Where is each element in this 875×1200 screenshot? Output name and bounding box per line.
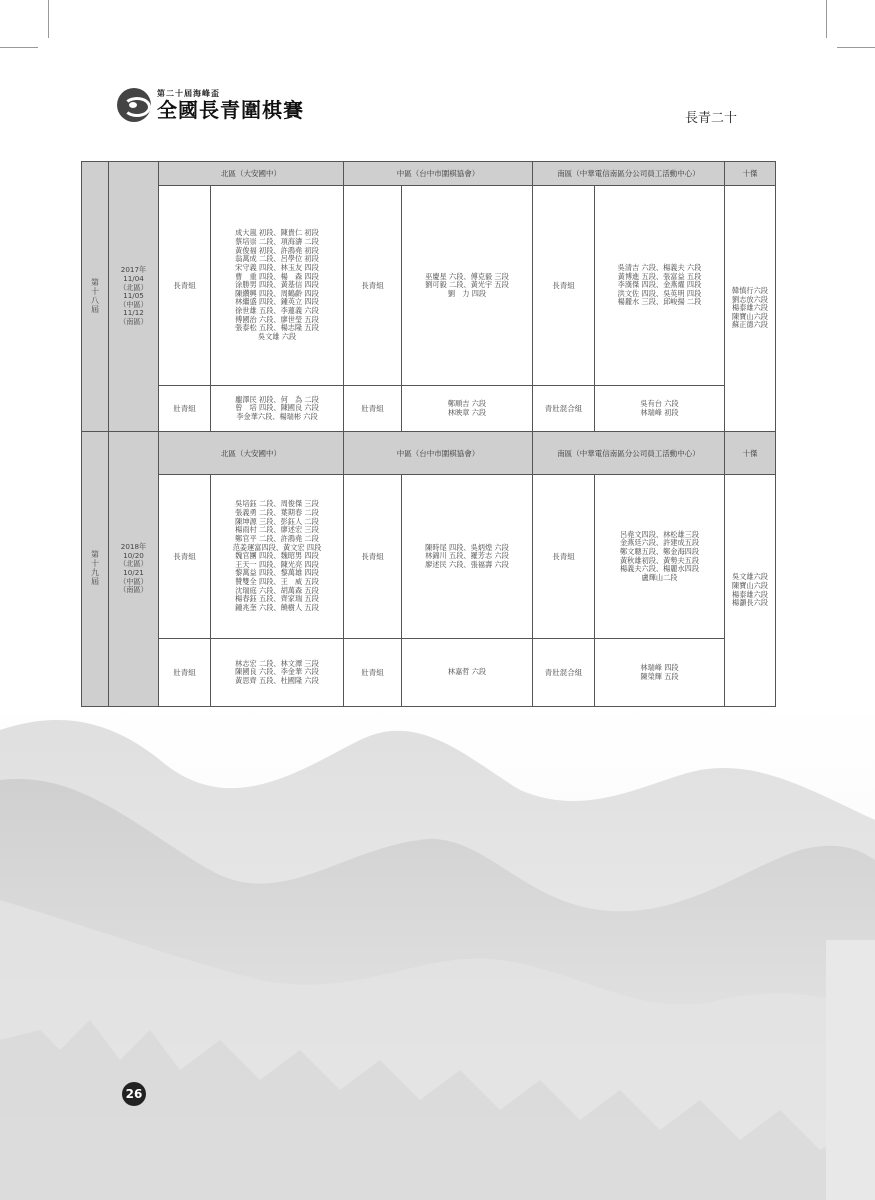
top10-cell xyxy=(725,186,776,432)
south-mixed-players: 林瑞峰 四段 陳榮輝 五段 xyxy=(640,662,679,681)
group-label: 壯青組 xyxy=(344,386,402,432)
south-senior-players: 呂堯文四段、林松雄三段 金燕廷六段、許建成五段 鄭文聰五段、鄭金海四段 黃秋雄初段、黃勢夫五段 楊義夫六段、楊麗水四段 盧輝山二段 xyxy=(619,529,700,582)
players-cell xyxy=(595,475,725,639)
page-section-label: 長青二十 xyxy=(685,111,738,126)
session-name: 第十八屆 xyxy=(90,277,100,314)
logo-title: 全國長青圍棋賽 xyxy=(157,98,304,122)
session-date-cell xyxy=(109,432,159,707)
central-senior-players: 陳時尾 四段、吳炳煌 六段 林錦川 五段、羅芳志 六段 廖述民 六段、張福壽 六段 xyxy=(425,542,509,569)
group-label: 長青組 xyxy=(159,475,211,639)
group-label: 壯青組 xyxy=(159,639,211,707)
north-region-header: 北區（大安國中） xyxy=(159,432,344,475)
mountain-background xyxy=(0,700,875,1200)
crop-mark xyxy=(826,0,827,38)
players-cell xyxy=(402,639,533,707)
group-label: 青壯混合組 xyxy=(533,386,595,432)
session-name-cell xyxy=(82,162,109,432)
south-mixed-players: 吳有台 六段 林瑞峰 初段 xyxy=(640,398,679,417)
north-region-header: 北區（大安國中） xyxy=(159,162,344,186)
central-strong-players: 鄭順吉 六段 林映章 六段 xyxy=(447,398,487,417)
top10-header: 十傑 xyxy=(725,432,776,475)
central-region-header: 中區（台中市圍棋協會） xyxy=(344,432,533,475)
central-strong-players: 林嘉哲 六段 xyxy=(447,667,487,677)
group-label: 長青組 xyxy=(344,186,402,386)
group-label: 長青組 xyxy=(533,186,595,386)
south-region-header: 南區（中華電信南區分公司員工活動中心） xyxy=(533,162,725,186)
group-label: 壯青組 xyxy=(344,639,402,707)
tournament-results-table xyxy=(81,161,776,707)
players-cell xyxy=(211,475,344,639)
south-region-header: 南區（中華電信南區分公司員工活動中心） xyxy=(533,432,725,475)
event-logo xyxy=(117,88,304,122)
crop-mark xyxy=(0,47,38,48)
players-cell xyxy=(211,386,344,432)
group-label: 長青組 xyxy=(344,475,402,639)
north-senior-players: 吳培鈺 二段、周俊傑 三段 張義勇 二段、葉期春 二段 陳坤源 三段、彭鈺人 二段 楊雨村 二段、廖述宏 三段 鄭官平 二段、許鴻堯 二段 范姜運富四段、黃文宏 四段 魏官團 四段、魏昭男 四段 王天一 四段、陳光亮 四段 黎萬益 四段、黎萬雄 四段 贊雙全 四段、王 威 五段 沈瑞庭 六段、胡萬森 五段 楊春鈺 五段、齊家瑞 五段 鍾兆奎 六段、饒樹人 五段 xyxy=(232,499,322,613)
session-name: 第十九屆 xyxy=(90,550,100,586)
central-senior-players: 巫慶星 六段、傅克毅 三段 劉可毅 二段、黃光宇 五段 劉 力 四段 xyxy=(425,271,509,298)
north-strong-players: 林志宏 二段、林文潭 三段 陳國良 六段、李金華 六段 黃思齊 五段、杜國隆 六段 xyxy=(235,658,319,685)
crop-mark xyxy=(48,0,49,38)
top10-header: 十傑 xyxy=(725,162,776,186)
page-number: 26 xyxy=(122,1082,146,1106)
top10-players: 吳文雄六段 陳寶山六段 楊泰雄六段 楊灝長六段 xyxy=(732,572,768,608)
players-cell xyxy=(211,186,344,386)
group-label: 壯青組 xyxy=(159,386,211,432)
go-stone-logo-icon xyxy=(117,88,151,122)
central-region-header: 中區（台中市圍棋協會） xyxy=(344,162,533,186)
players-cell xyxy=(402,475,533,639)
players-cell xyxy=(595,639,725,707)
players-cell xyxy=(595,386,725,432)
group-label: 長青組 xyxy=(533,475,595,639)
logo-subtitle: 第二十屆海峰盃 xyxy=(157,89,220,98)
players-cell xyxy=(402,186,533,386)
south-senior-players: 吳清吉 六段、楊義夫 六段 黃博進 五段、張富益 五段 李漢傑 四段、金燕燿 四段 洪文佐 四段、吳英明 四段 楊麗水 三段、邱峻揚 二段 xyxy=(617,262,702,307)
north-strong-players: 龐澤民 初段、何 為 二段 曾 培 四段、陳國良 六段 李金華六段、楊瑞彬 六段 xyxy=(235,394,319,421)
session-name-cell xyxy=(82,432,109,707)
crop-mark xyxy=(837,47,875,48)
session-date: 2018年 10/20 （北區） 10/21 （中區） （南區） xyxy=(119,542,148,595)
players-cell xyxy=(595,186,725,386)
session-date: 2017年 11/04 （北區） 11/05 （中區） 11/12 （南區） xyxy=(119,265,148,327)
group-label: 長青組 xyxy=(159,186,211,386)
group-label: 青壯混合組 xyxy=(533,639,595,707)
session-date-cell xyxy=(109,162,159,432)
top10-players: 韓慎行六段 劉志放六段 楊泰雄六段 陳寶山六段 蘇正德六段 xyxy=(732,285,768,330)
top10-cell xyxy=(725,475,776,707)
players-cell xyxy=(211,639,344,707)
north-senior-players: 成大嵐 初段、陳貴仁 初段 蔡培崇 二段、項海濤 二段 黃俊福 初段、許鴻堯 初段 翁萬成 二段、呂學位 初段 宋守義 四段、林玉友 四段 曹 重 四段、楊 森 四段 涂勝男 四段、黃基信 四段 陳纘興 四段、周鶴齡 四段 林繼盛 四段、鍾英立 四段 徐世雄 五段、李蓮義 六段 傅國治 六段、廖世瑩 五段 張泰松 五段、楊志隆 五段 吳文雄 六段 xyxy=(235,228,319,342)
players-cell xyxy=(402,386,533,432)
